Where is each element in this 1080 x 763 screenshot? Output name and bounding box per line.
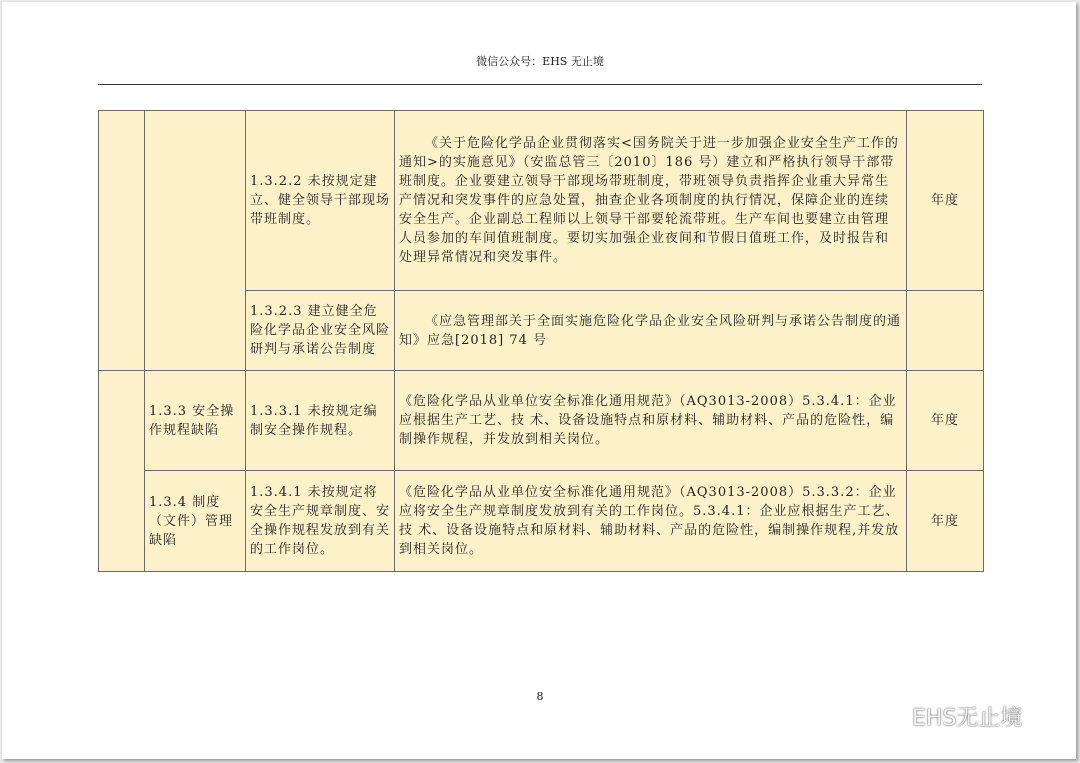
- page-number: 8: [536, 690, 544, 703]
- level-cell: [99, 111, 145, 371]
- hazard-table: [98, 110, 984, 572]
- item-cell: 1.3.2.2 未按规定建立、健全领导干部现场带班制度。: [246, 111, 395, 291]
- page-header: 微信公众号：EHS 无止境: [476, 55, 604, 68]
- frequency-cell: [907, 291, 984, 371]
- level-cell: [99, 371, 145, 572]
- basis-cell: 《应急管理部关于全面实施危险化学品企业安全风险研判与承诺公告制度的通知》应急[2018] 74 号: [395, 291, 907, 371]
- wechat-icon: [862, 699, 908, 733]
- item-cell: 1.3.4.1 未按规定将安全生产规章制度、安全操作规程发放到有关的工作岗位。: [246, 471, 395, 572]
- header-rule: [98, 84, 982, 85]
- table-row: [99, 471, 984, 572]
- item-cell: 1.3.2.3 建立健全危险化学品企业安全风险研判与承诺公告制度: [246, 291, 395, 371]
- table-row: [99, 371, 984, 471]
- basis-cell: 《危险化学品从业单位安全标准化通用规范》（AQ3013-2008）5.3.3.2：企业应将安全生产规章制度发放到有关的工作岗位。5.3.4.1：企业应根据生产工艺、技 术、设备设施特点和原材料、辅助材料、产品的危险性，编制操作规程,并发放到相关岗位。: [395, 471, 907, 572]
- watermark: [862, 698, 1022, 734]
- category-cell: [145, 111, 246, 371]
- item-cell: 1.3.3.1 未按规定编制安全操作规程。: [246, 371, 395, 471]
- category-cell: 1.3.4 制度（文件）管理缺陷: [145, 471, 246, 572]
- frequency-cell: 年度: [907, 371, 984, 471]
- watermark-text: EHS无止境: [912, 705, 1023, 731]
- basis-cell: 《关于危险化学品企业贯彻落实<国务院关于进一步加强企业安全生产工作的通知>的实施意见》（安监总管三〔2010〕186 号）建立和严格执行领导干部带班制度。企业要建立领导干部现场带班制度，带班领导负责指挥企业重大异常生产情况和突发事件的应急处置，抽查企业各项制度的执行情况，保障企业的连续安全生产。企业副总工程师以上领导干部要轮流带班。生产车间也要建立由管理人员参加的车间值班制度。要切实加强企业夜间和节假日值班工作，及时报告和处理异常情况和突发事件。: [395, 111, 907, 291]
- frequency-cell: 年度: [907, 471, 984, 572]
- table-row: [99, 111, 984, 291]
- basis-cell: 《危险化学品从业单位安全标准化通用规范》（AQ3013-2008）5.3.4.1：企业应根据生产工艺、技 术、设备设施特点和原材料、辅助材料、产品的危险性，编制操作规程，并发放到相关岗位。: [395, 371, 907, 471]
- category-cell: 1.3.3 安全操作规程缺陷: [145, 371, 246, 471]
- frequency-cell: 年度: [907, 111, 984, 291]
